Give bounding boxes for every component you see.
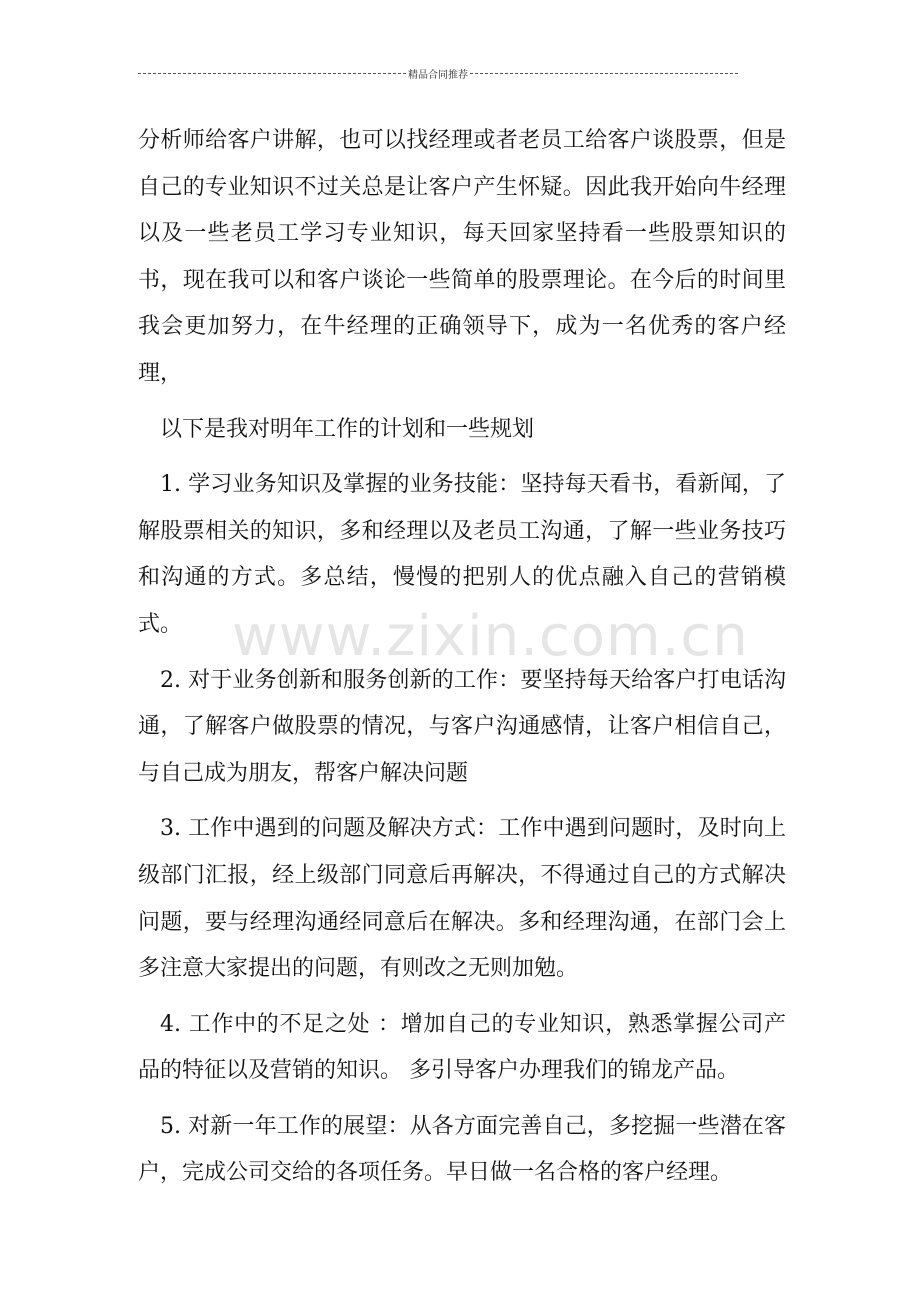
page-header bbox=[138, 66, 738, 81]
paragraph-item-3: 3. 工作中遇到的问题及解决方式：工作中遇到问题时，及时向上级部门汇报，经上级部门同意后再解决，不得通过自己的方式解决问题，要与经理沟通经同意后在解决。多和经理沟通，在部门会上多注意大家提出的问题，有则改之无则加勉。 bbox=[138, 816, 786, 982]
paragraph-item-4: 4. 工作中的不足之处 ：增加自己的专业知识，熟悉掌握公司产品的特征以及营销的知识。 多引导客户办理我们的锦龙产品。 bbox=[138, 1011, 786, 1084]
paragraph-item-2: 2. 对于业务创新和服务创新的工作：要坚持每天给客户打电话沟通，了解客户做股票的情况，与客户沟通感情，让客户相信自己，与自己成为朋友，帮客户解决问题 bbox=[138, 667, 786, 786]
header-label: 精品合同推荐 bbox=[408, 70, 468, 81]
paragraph-item-5: 5. 对新一年工作的展望：从各方面完善自己，多挖掘一些潜在客户，完成公司交给的各项任务。早日做一名合格的客户经理。 bbox=[138, 1113, 786, 1186]
watermark: www.zixin.com.cn bbox=[232, 604, 749, 669]
header-dashes-left bbox=[138, 73, 406, 74]
header-dashes-right bbox=[470, 73, 738, 74]
paragraph-item-1: 1. 学习业务知识及掌握的业务技能：坚持每天看书，看新闻，了解股票相关的知识，多和经理以及老员工沟通，了解一些业务技巧和沟通的方式。多总结，慢慢的把别人的优点融入自己的营销模式。 bbox=[138, 472, 786, 637]
document-body bbox=[138, 118, 786, 1197]
paragraph-intro: 分析师给客户讲解，也可以找经理或者老员工给客户谈股票，但是自己的专业知识不过关总是让客户产生怀疑。因此我开始向牛经理以及一些老员工学习专业知识，每天回家坚持看一些股票知识的书，现在我可以和客户谈论一些简单的股票理论。在今后的时间里我会更加努力，在牛经理的正确领导下，成为一名优秀的客户经理， bbox=[138, 128, 786, 386]
paragraph-plan-heading: 以下是我对明年工作的计划和一些规划 bbox=[160, 416, 535, 442]
